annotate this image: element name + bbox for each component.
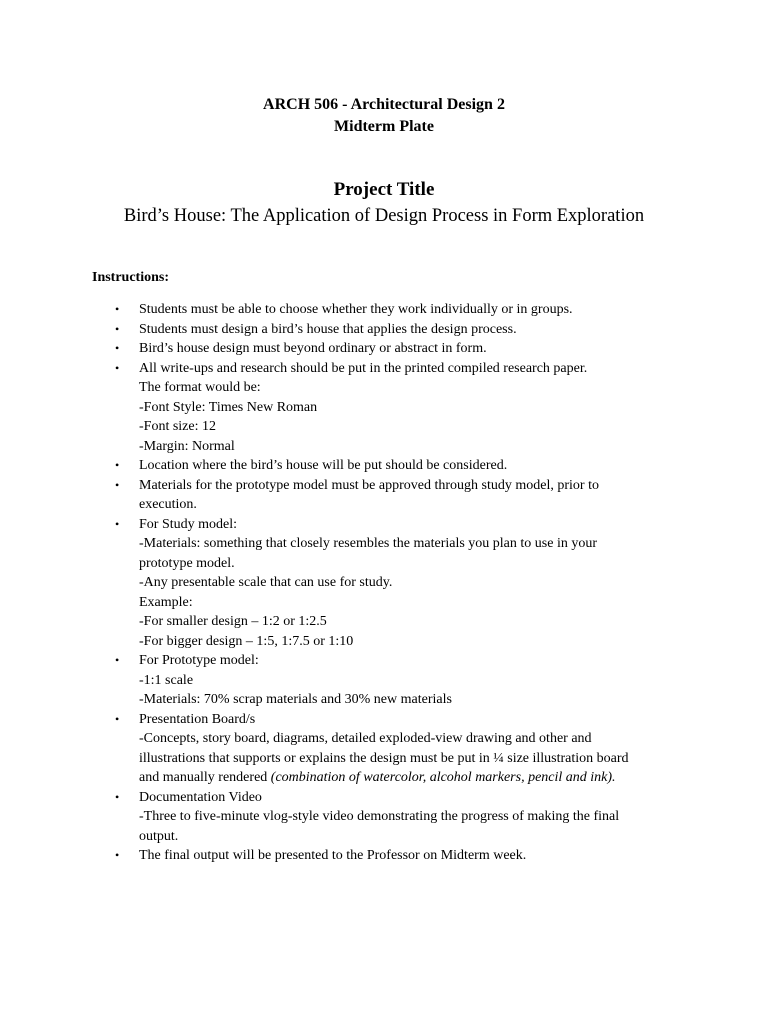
instruction-line: output. [139,828,179,844]
instruction-line: -Three to five-minute vlog-style video demonstrating the progress of making the final [139,809,620,824]
instruction-line: -Concepts, story board, diagrams, detailed exploded-view drawing and other and [139,731,592,746]
project-title-heading: Project Title [333,179,435,200]
bullet-icon: • [115,302,120,316]
instruction-line: The final output will be presented to the Professor on Midterm week. [139,848,527,863]
bullet-icon: • [115,516,120,531]
bullet-icon: • [115,321,120,336]
instruction-line: -1:1 scale [139,672,194,688]
instruction-line: -Any presentable scale that can use for study. [139,575,393,590]
instruction-italic-text: (combination of watercolor, alcohol markers, pencil and ink). [270,770,616,785]
instruction-line: Materials for the prototype model must be approved through study model, prior to [139,477,599,493]
bullet-icon: • [115,848,120,862]
instruction-line: -For bigger design – 1:5, 1:7.5 or 1:10 [139,633,354,649]
instruction-line: -Margin: Normal [139,438,235,454]
instruction-text: and manually rendered [139,770,271,785]
bullet-icon: • [115,653,120,667]
course-title: ARCH 506 - Architectural Design 2 [263,96,505,113]
instruction-line: For Prototype model: [139,653,259,668]
instruction-line: -Materials: something that closely resembles the materials you plan to use in your [139,536,598,551]
instruction-line: Students must design a bird’s house that applies the design process. [139,321,517,337]
instruction-line: illustrations that supports or explains the design must be put in ¼ size illustration board [139,750,629,766]
document-header [0,94,768,138]
instruction-line: For Study model: [139,516,238,532]
instruction-line: -Font Style: Times New Roman [139,399,318,415]
instruction-line: -For smaller design – 1:2 or 1:2.5 [139,614,327,629]
instruction-line: Location where the bird’s house will be put should be considered. [139,458,508,473]
instruction-item [0,456,768,476]
instruction-line: -Font size: 12 [139,419,216,434]
instruction-item [0,788,768,847]
instruction-item [0,710,768,788]
instruction-item [0,476,768,515]
instruction-line: prototype model. [139,555,235,571]
instruction-item [0,339,768,359]
instruction-item [0,651,768,710]
bullet-icon: • [115,341,120,355]
instruction-line: Bird’s house design must beyond ordinary or abstract in form. [139,341,487,356]
instructions-heading: Instructions: [92,270,170,285]
instruction-line: Documentation Video [139,789,262,805]
instruction-line: Example: [139,594,193,610]
instruction-line: The format would be: [139,380,261,395]
bullet-icon: • [115,360,120,375]
instruction-item [0,300,768,320]
instruction-line: Students must be able to choose whether they work individually or in groups. [139,302,573,317]
instruction-item [0,846,768,866]
instruction-item [0,359,768,457]
instruction-line: -Materials: 70% scrap materials and 30% new materials [139,692,452,707]
bullet-icon: • [115,789,120,804]
instruction-line [139,768,668,788]
instructions-list [0,300,768,866]
instruction-line: All write-ups and research should be put in the printed compiled research paper. [139,360,588,376]
instruction-line: Presentation Board/s [139,711,256,727]
instruction-item [0,320,768,340]
instruction-line: execution. [139,497,197,512]
bullet-icon: • [115,458,120,472]
bullet-icon: • [115,477,120,492]
bullet-icon: • [115,711,120,726]
project-title-text: Bird’s House: The Application of Design Process in Form Exploration [123,206,645,226]
instruction-item [0,515,768,652]
plate-title: Midterm Plate [334,118,434,135]
